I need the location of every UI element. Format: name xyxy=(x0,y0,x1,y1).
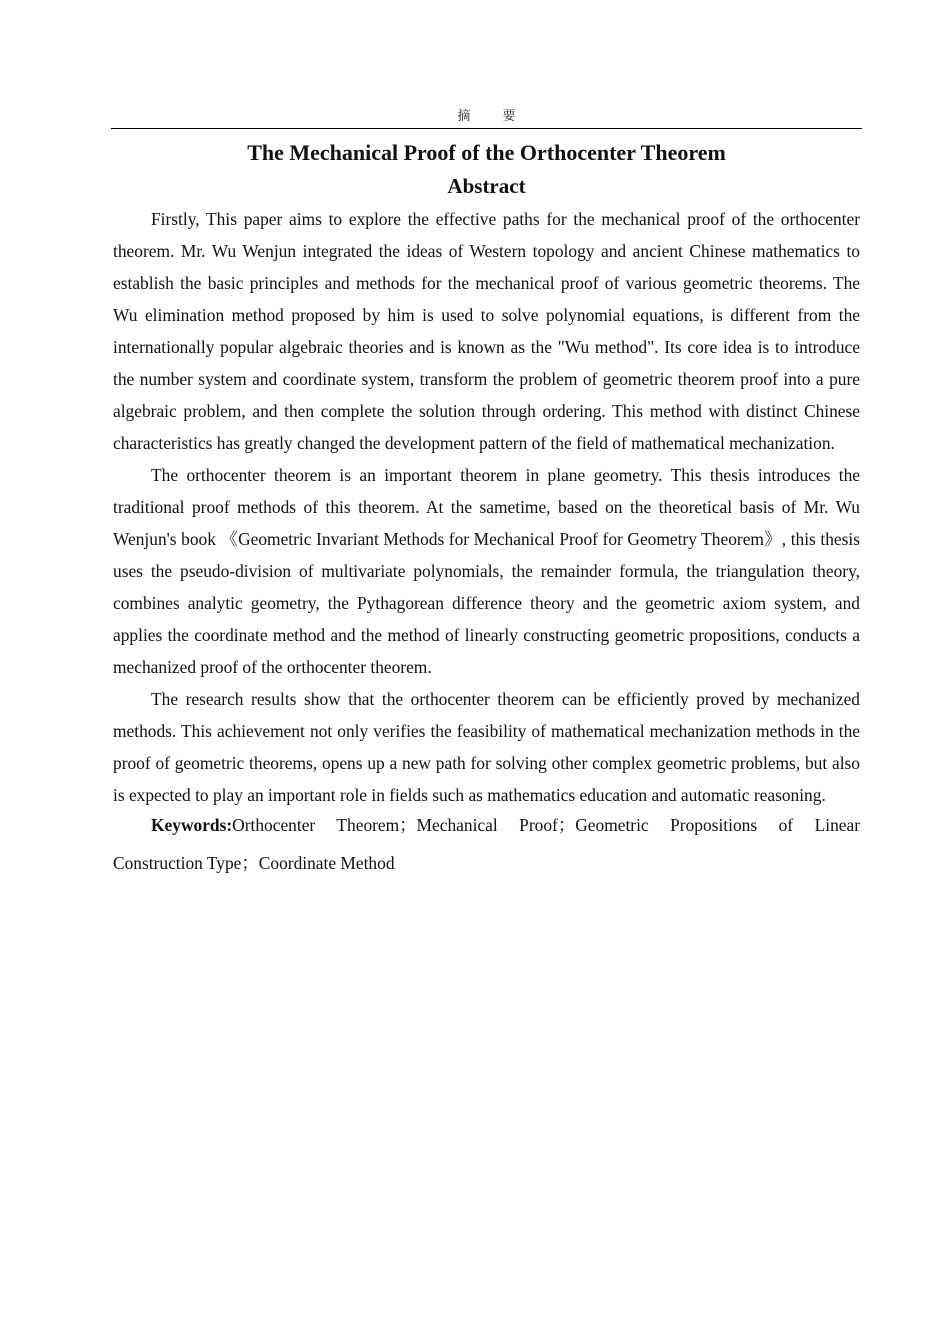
running-header: 摘 要 xyxy=(457,109,530,124)
abstract-paragraph-2: The orthocenter theorem is an important theorem in plane geometry. This thesis introduces the traditional proof methods of this theorem. At the sametime, based on the theoretical basis of Mr. Wu Wenjun's book 《Geometric Invariant Methods for Mechanical Proof for Geometry Theorem》, this thesis uses the pseudo-division of multivariate polynomials, the remainder formula, the triangulation theory, combines analytic geometry, the Pythagorean difference theory and the geometric axiom system, and applies the coordinate method and the method of linearly constructing geometric propositions, conducts a mechanized proof of the orthocenter theorem. xyxy=(113,465,860,677)
abstract-paragraph-1: Firstly, This paper aims to explore the effective paths for the mechanical proof of the orthocenter theorem. Mr. Wu Wenjun integrated the ideas of Western topology and ancient Chinese mathematics to establish the basic principles and methods for the mechanical proof of various geometric theorems. The Wu elimination method proposed by him is used to solve polynomial equations, is different from the internationally popular algebraic theories and is known as the "Wu method". Its core idea is to introduce the number system and coordinate system, transform the problem of geometric theorem proof into a pure algebraic problem, and then complete the solution through ordering. This method with distinct Chinese characteristics has greatly changed the development pattern of the field of mathematical mechanization. xyxy=(113,209,860,453)
keywords-label: Keywords: xyxy=(151,815,233,835)
keywords-line xyxy=(113,806,860,882)
abstract-body xyxy=(113,203,860,888)
abstract-paragraph-3: The research results show that the orthocenter theorem can be efficiently proved by mechanized methods. This achievement not only verifies the feasibility of mathematical mechanization methods in the proof of geometric theorems, opens up a new path for solving other complex geometric problems, but also is expected to play an important role in fields such as mathematics education and automatic reasoning. xyxy=(113,689,860,805)
keywords-text: Orthocenter Theorem；Mechanical Proof；Geometric Propositions of Linear Construction Type；Coordinate Method xyxy=(113,815,860,873)
paper-title: The Mechanical Proof of the Orthocenter Theorem xyxy=(247,140,726,165)
section-heading-abstract: Abstract xyxy=(447,174,526,198)
header-rule xyxy=(111,128,862,129)
